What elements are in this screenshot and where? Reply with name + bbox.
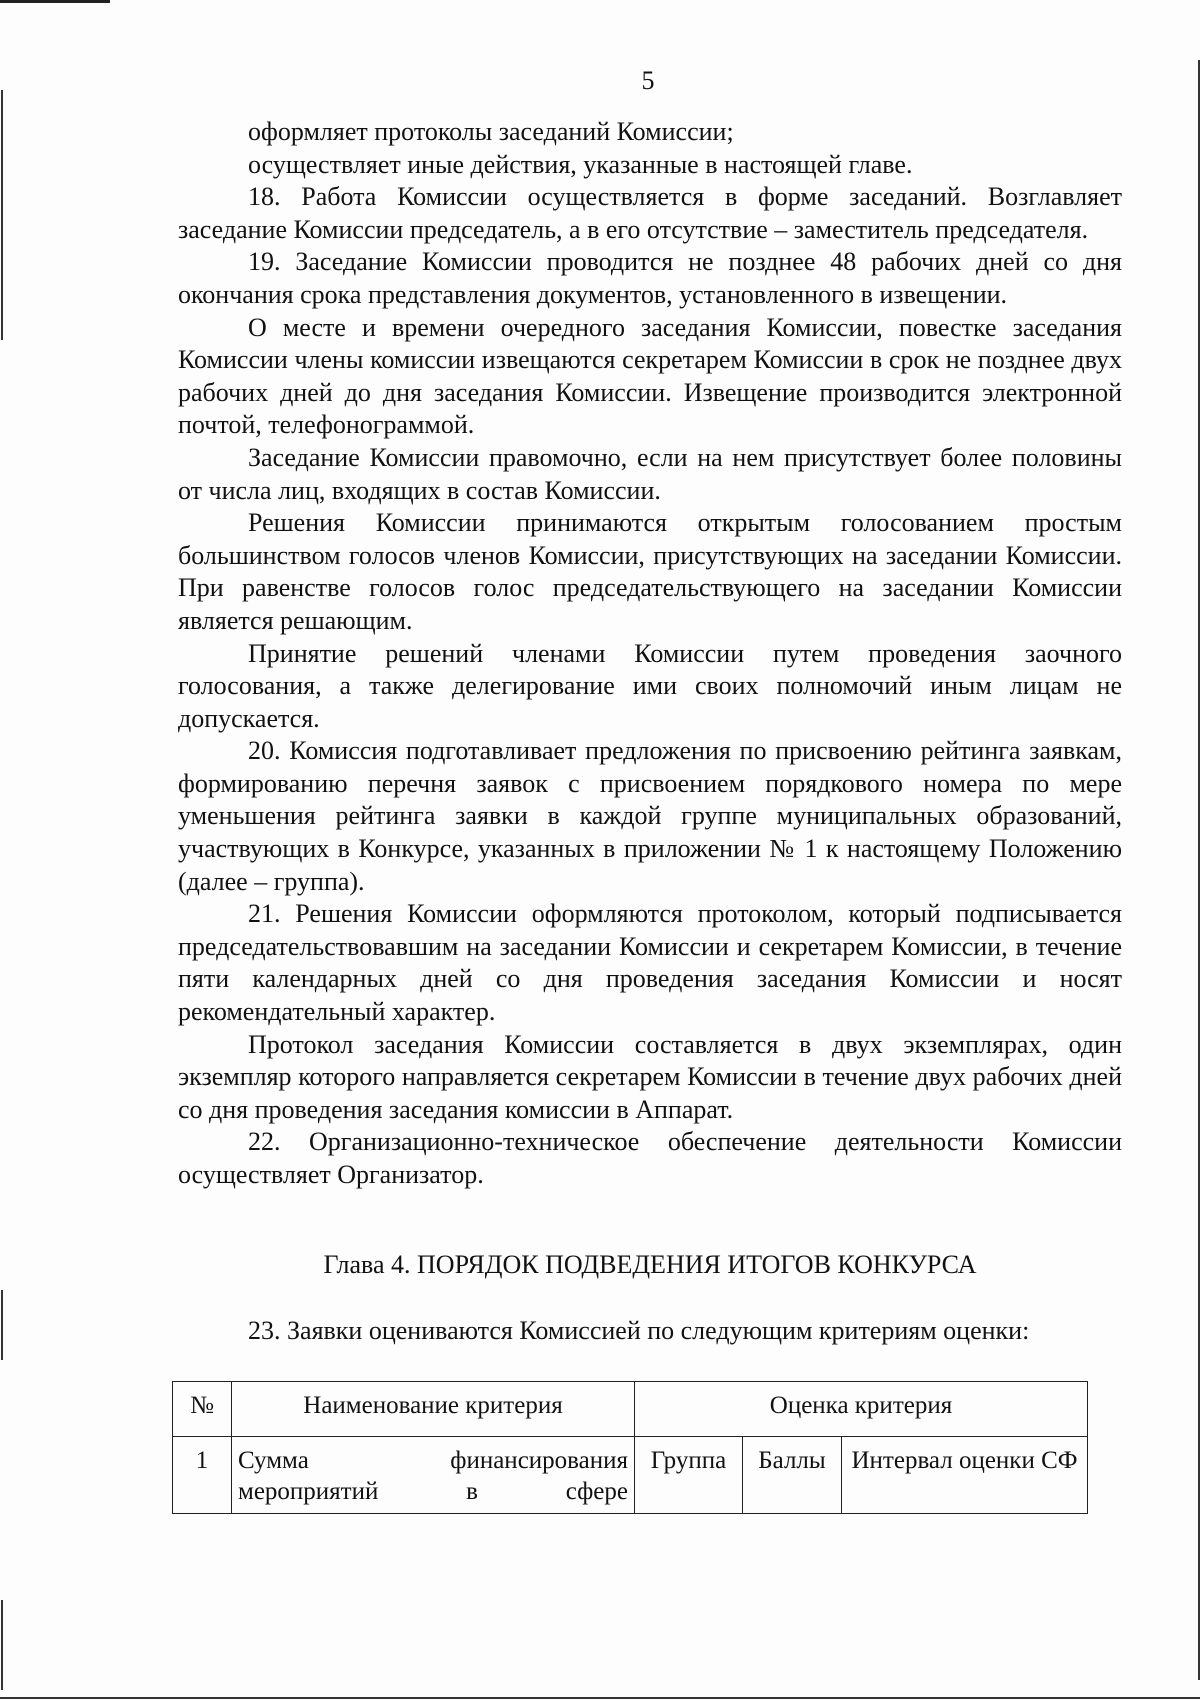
paragraph: 20. Комиссия подготавливает предложения по присвоению рейтинга заявкам, формированию перечня заявок с присвоением порядкового номера по мере уменьшения рейтинга заявки в каждой группе муниципальных образований, участвующих в Конкурсе, указанных в приложении № 1 к настоящему Положению (далее – группа). xyxy=(178,736,1122,896)
cell-interval: Интервал оценки СФ xyxy=(842,1437,1088,1514)
paragraph: 18. Работа Комиссии осуществляется в форме заседаний. Возглавляет заседание Комиссии председатель, а в его отсутствие – заместитель председателя. xyxy=(178,182,1122,244)
cell-group: Группа xyxy=(635,1437,743,1514)
scan-artifact-bottom-edge xyxy=(0,1697,1200,1699)
paragraph: 22. Организационно-техническое обеспечение деятельности Комиссии осуществляет Организатор. xyxy=(178,1127,1122,1189)
page-number: 5 xyxy=(641,66,655,95)
paragraph: осуществляет иные действия, указанные в настоящей главе. xyxy=(248,149,913,179)
paragraph: Заседание Комиссии правомочно, если на нем присутствует более половины от числа лиц, входящих в состав Комиссии. xyxy=(178,442,1122,505)
scan-artifact-left-edge xyxy=(1,1600,3,1690)
paragraph: 19. Заседание Комиссии проводится не позднее 48 рабочих дней со дня окончания срока представления документов, установленного в извещении. xyxy=(178,247,1122,309)
header-number: № xyxy=(173,1382,232,1437)
scan-artifact-left-edge xyxy=(1,90,3,340)
paragraph: оформляет протоколы заседаний Комиссии; xyxy=(248,117,734,146)
scan-artifact-top xyxy=(0,0,110,3)
cell-points: Баллы xyxy=(743,1437,842,1514)
body-text xyxy=(178,116,1122,1192)
table-header-row xyxy=(173,1382,1088,1437)
cell-name xyxy=(232,1437,635,1514)
paragraph: Протокол заседания Комиссии составляется в двух экземплярах, один экземпляр которого направляется секретарем Комиссии в течение двух рабочих дней со дня проведения заседания комиссии в Аппарат. xyxy=(178,1029,1122,1124)
paragraph: О месте и времени очередного заседания Комиссии, повестке заседания Комиссии члены комиссии извещаются секретарем Комиссии в срок не позднее двух рабочих дней до дня заседания Комиссии. Извещение производится электронной почтой, телефонограммой. xyxy=(178,312,1122,440)
cell-number: 1 xyxy=(173,1437,232,1514)
paragraph: Решения Комиссии принимаются открытым голосованием простым большинством голосов членов Комиссии, присутствующих на заседании Комиссии. При равенстве голосов голос председательствующего на заседании Комиссии является решающим. xyxy=(178,508,1122,635)
paragraph: Принятие решений членами Комиссии путем проведения заочного голосования, а также делегирование ими своих полномочий иным лицам не допускается. xyxy=(178,638,1122,733)
scan-artifact-left-edge xyxy=(1,1290,3,1360)
chapter-heading: Глава 4. ПОРЯДОК ПОДВЕДЕНИЯ ИТОГОВ КОНКУРСА xyxy=(323,1250,977,1279)
paragraph: 21. Решения Комиссии оформляются протоколом, который подписывается председательствовавшим на заседании Комиссии и секретарем Комиссии, в течение пяти календарных дней со дня проведения заседания Комиссии и носят рекомендательный характер. xyxy=(178,899,1122,1027)
criteria-intro: 23. Заявки оцениваются Комиссией по следующим критериям оценки: xyxy=(248,1316,1030,1345)
cell-name-text: Сумма финансирования мероприятий в сфере xyxy=(238,1447,628,1505)
table-row xyxy=(173,1437,1088,1514)
header-evaluation: Оценка критерия xyxy=(635,1382,1088,1437)
header-name: Наименование критерия xyxy=(232,1382,635,1437)
criteria-table xyxy=(172,1381,1088,1514)
